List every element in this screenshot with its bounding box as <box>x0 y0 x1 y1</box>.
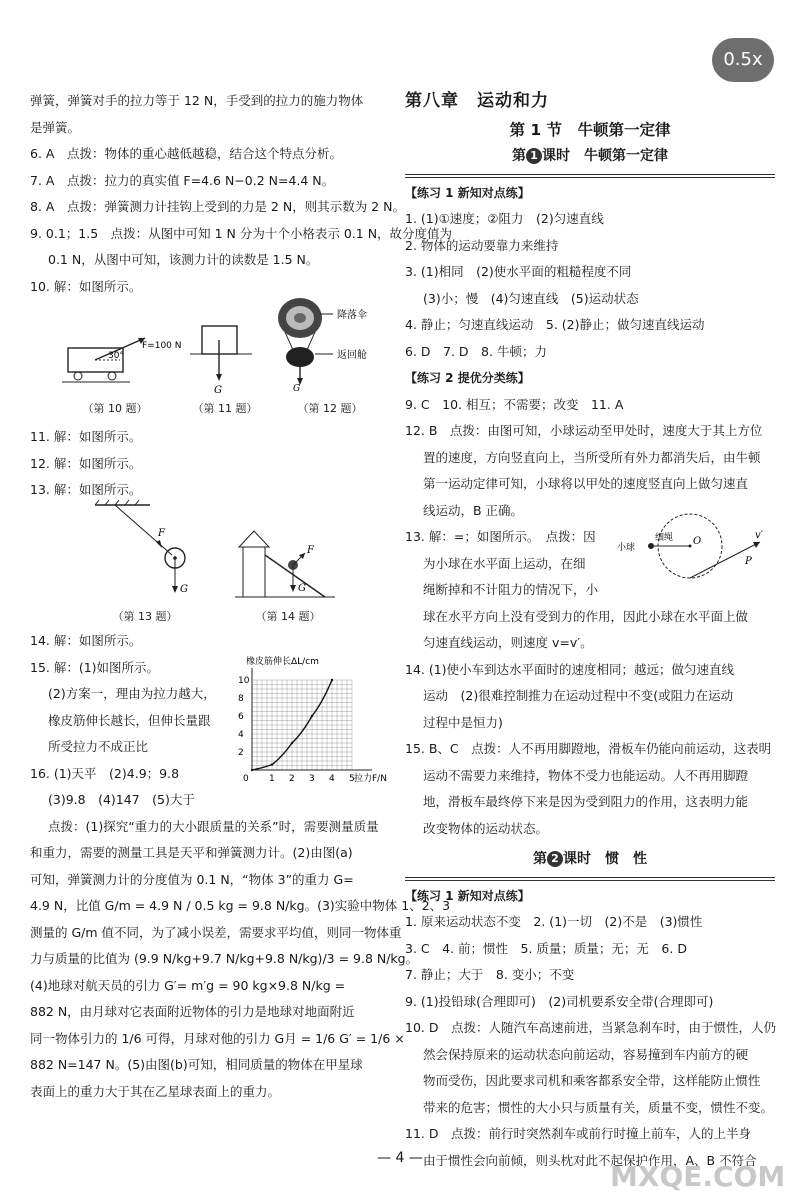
answer-line: 置的速度，方向竖直向上，当所受所有外力都消失后，由牛顿 <box>423 449 761 465</box>
answer-line: 0.1 N，从图中可知，该测力计的读数是 1.5 N。 <box>48 252 319 267</box>
watermark: MXQE.COM <box>610 1160 786 1193</box>
answer-line: 同一物体引力的 1/6 可得，月球对他的引力 G月 = 1/6 G′ = 1/6 × <box>30 1030 405 1046</box>
answer-line: 地，滑板车最终停下来是因为受到阻力的作用，这表明力能 <box>423 794 749 809</box>
left-column-2 <box>30 424 395 504</box>
answer-line: 882 N=147 N。(5)由图(b)可知，相同质量的物体在甲星球 <box>30 1057 363 1072</box>
svg-text:G: G <box>180 584 188 595</box>
answer-line: 过程中是恒力) <box>423 714 503 730</box>
figure-caption: （第 11 题） <box>192 402 258 415</box>
angle-label: 30° <box>108 351 124 361</box>
answer-line: (3)小；慢 (4)匀速直线 (5)运动状态 <box>423 290 639 306</box>
answer-line: 9. C 10. 相互；不需要；改变 11. A <box>405 396 624 412</box>
answer-line: 11. D 点拨：前行时突然刹车或前行时撞上前车，人的上半身 <box>405 1126 751 1141</box>
y-tick-label: 8 <box>238 694 244 704</box>
answer-line: 运动 (2)很难控制推力在运动过程中不变(或阻力在运动 <box>423 688 734 703</box>
answer-line: 4.9 N，比值 G/m = 4.9 N / 0.5 kg = 9.8 N/kg。(3)实验中物体 1、2、3 <box>30 898 451 913</box>
answer-line: 然会保持原来的运动状态向前运动，容易撞到车内前方的硬 <box>423 1046 749 1062</box>
figure-11 <box>190 318 260 398</box>
svg-text:P: P <box>745 556 752 567</box>
answer-line: 1. (1)①速度；②阻力 (2)匀速直线 <box>405 211 604 226</box>
lesson-title: 第 1 课时 牛顿第一定律 <box>512 148 668 164</box>
answer-line: 8. A 点拨：弹簧测力计挂钩上受到的力是 2 N，则其示数为 2 N。 <box>30 199 405 214</box>
data-point <box>331 679 333 681</box>
lesson-number-badge: 1 <box>526 148 542 164</box>
answer-line: 10. D 点拨：人随汽车高速前进，当紧急刹车时，由于惯性，人仍 <box>405 1020 776 1035</box>
force-label: F=100 N <box>142 341 182 351</box>
svg-text:v′: v′ <box>755 530 763 541</box>
svg-text:G: G <box>298 583 306 594</box>
answer-line: 运动不需要力来维持，物体不受力也能运动。人不再用脚蹬 <box>423 767 749 783</box>
figure-10 <box>60 318 182 390</box>
answer-line: (2)方案一，理由为拉力越大， <box>48 686 216 701</box>
svg-text:小球: 小球 <box>617 543 636 553</box>
x-tick-label: 3 <box>309 774 315 784</box>
answer-line: 所受拉力不成正比 <box>48 739 149 754</box>
exercise-heading: 【练习 1 新知对点练】 <box>405 888 530 903</box>
answer-line: (3)9.8 (4)147 (5)大于 <box>48 792 195 807</box>
answer-line: 12. B 点拨：由图可知，小球运动至甲处时，速度大于其上方位 <box>405 423 763 438</box>
divider <box>405 174 775 178</box>
y-tick-label: 10 <box>238 676 250 686</box>
answer-line: 15. B、C 点拨：人不再用脚蹬地，滑板车仍能向前运动，这表明 <box>405 741 772 756</box>
divider <box>405 877 775 881</box>
answer-line: 带来的危害；惯性的大小只与质量有关，质量不变，惯性不变。 <box>423 1099 774 1115</box>
answer-line: 点拨：(1)探究“重力的大小跟质量的关系”时，需要测量质量 <box>48 818 379 834</box>
chapter-title: 第八章 运动和力 <box>405 91 549 111</box>
x-tick-label: 2 <box>289 774 295 784</box>
data-point <box>311 715 313 717</box>
answer-line: 是弹簧。 <box>30 119 81 135</box>
right-column <box>405 86 775 1174</box>
answer-line: 匀速直线运动，则速度 v=v′。 <box>423 635 593 650</box>
figure-r13 <box>615 512 775 587</box>
answer-line: 9. (1)投铅球(合理即可) (2)司机要系安全带(合理即可) <box>405 993 714 1009</box>
answer-line: 表面上的重力大于其在乙星球表面上的重力。 <box>30 1083 281 1099</box>
answer-line: 3. C 4. 前；惯性 5. 质量；质量；无；无 6. D <box>405 940 687 956</box>
answer-line: 绳断掉和不计阻力的情况下，小 <box>423 582 599 597</box>
y-tick-label: 2 <box>238 748 244 758</box>
answer-line: 6. A 点拨：物体的重心越低越稳，结合这个特点分析。 <box>30 146 342 161</box>
answer-line: 球在水平方向上没有受到力的作用，因此小球在水平面上做 <box>423 608 749 624</box>
answer-line: 1. 原来运动状态不变 2. (1)一切 (2)不是 (3)惯性 <box>405 914 703 929</box>
figure-caption: （第 12 题） <box>297 402 363 415</box>
answer-line: 12. 解：如图所示。 <box>30 455 142 471</box>
zoom-indicator[interactable]: 0.5x <box>712 38 774 82</box>
answer-line: 7. 静止；大于 8. 变小；不变 <box>405 967 575 982</box>
answer-line: 14. (1)使小车到达水平面时的速度相同；越远；做匀速直线 <box>405 661 735 677</box>
page-number: — 4 — <box>377 1150 423 1166</box>
svg-text:G: G <box>293 384 301 394</box>
section-title: 第 1 节 牛顿第一定律 <box>509 120 671 139</box>
parachute-label: 降落伞 <box>337 310 367 321</box>
lesson-title: 第 2 课时 惯 性 <box>533 851 647 867</box>
answer-line: 第一运动定律可知，小球将以甲处的速度竖直向上做匀速直 <box>423 476 749 491</box>
x-tick-label: 4 <box>329 774 335 784</box>
svg-text:O: O <box>693 536 702 547</box>
answer-line: 为小球在水平面上运动，在细 <box>423 555 586 571</box>
figure-caption: （第 14 题） <box>255 610 321 623</box>
answer-line: 16. (1)天平 (2)4.9；9.8 <box>30 765 180 781</box>
y-axis-label: 橡皮筋伸长ΔL/cm <box>246 657 319 667</box>
lesson-number-badge: 2 <box>547 851 563 867</box>
answer-line: 和重力，需要的测量工具是天平和弹簧测力计。(2)由图(a) <box>30 845 353 860</box>
y-tick-label: 6 <box>238 712 244 722</box>
answer-line: 改变物体的运动状态。 <box>423 820 549 836</box>
answer-line: 15. 解：(1)如图所示。 <box>30 659 160 675</box>
answer-line: 9. 0.1；1.5 点拨：从图中可知 1 N 分为十个小格表示 0.1 N，故分度值为 <box>30 225 453 241</box>
answer-line: 7. A 点拨：拉力的真实值 F=4.6 N−0.2 N=4.4 N。 <box>30 172 335 188</box>
answer-line: 线运动，B 正确。 <box>423 502 524 518</box>
origin-label: 0 <box>243 774 249 784</box>
answer-line: 物而受伤，因此要求司机和乘客都系安全带，这样能防止惯性 <box>423 1073 761 1088</box>
left-column <box>30 88 453 300</box>
figure-12 <box>275 292 385 392</box>
data-point <box>271 763 273 765</box>
answer-line: 力与质量的比值为 (9.9 N/kg+9.7 N/kg+9.8 N/kg)/3 = 9.8 N/kg。 <box>30 951 419 966</box>
svg-text:F: F <box>158 528 165 539</box>
x-axis-label: 拉力F/N <box>354 774 387 784</box>
answer-line: 882 N，由月球对它表面附近物体的引力是地球对地面附近 <box>30 1004 355 1019</box>
answer-line: 测量的 G/m 值不同，为了减小误差，需要求平均值，则同一物体重 <box>30 924 402 940</box>
figure-13 <box>90 500 210 600</box>
x-tick-label: 5 <box>349 774 355 784</box>
svg-text:F: F <box>307 545 314 556</box>
figure-caption: （第 13 题） <box>112 610 178 623</box>
data-point <box>251 769 253 771</box>
data-point <box>291 742 293 744</box>
answer-line: 可知，弹簧测力计的分度值为 0.1 N，“物体 3”的重力 G= <box>30 871 354 887</box>
figure-caption: （第 10 题） <box>82 402 148 415</box>
answer-line: 10. 解：如图所示。 <box>30 278 142 294</box>
figure-14 <box>235 525 345 605</box>
answer-line: 11. 解：如图所示。 <box>30 429 142 444</box>
answer-line: 3. (1)相同 (2)使水平面的粗糙程度不同 <box>405 264 632 279</box>
answer-line: (4)地球对航天员的引力 G′= m′g = 90 kg×9.8 N/kg = <box>30 977 346 993</box>
g-label: G <box>214 385 222 396</box>
answer-line: 14. 解：如图所示。 <box>30 633 142 648</box>
answer-line: 弹簧，弹簧对手的拉力等于 12 N，手受到的拉力的施力物体 <box>30 93 364 108</box>
exercise-heading: 【练习 2 提优分类练】 <box>405 371 530 385</box>
stretch-chart <box>232 655 397 790</box>
capsule-label: 返回舱 <box>337 350 367 361</box>
y-tick-label: 4 <box>238 730 244 740</box>
x-tick-label: 1 <box>269 774 275 784</box>
answer-line: 由于惯性会向前倾，则头枕对此不起保护作用，A、B 不符合 <box>423 1152 757 1168</box>
answer-line: 4. 静止；匀速直线运动 5. (2)静止；做匀速直线运动 <box>405 317 705 332</box>
svg-text:细绳: 细绳 <box>655 533 674 543</box>
answer-line: 13. 解：=；如图所示。 点拨：因 <box>405 529 596 544</box>
answer-line: 6. D 7. D 8. 牛顿；力 <box>405 343 547 359</box>
exercise-heading: 【练习 1 新知对点练】 <box>405 185 530 200</box>
answer-line: 13. 解：如图所示。 <box>30 482 142 497</box>
answer-line: 2. 物体的运动要靠力来维持 <box>405 237 559 253</box>
answer-line: 橡皮筋伸长越长，但伸长量跟 <box>48 712 211 728</box>
